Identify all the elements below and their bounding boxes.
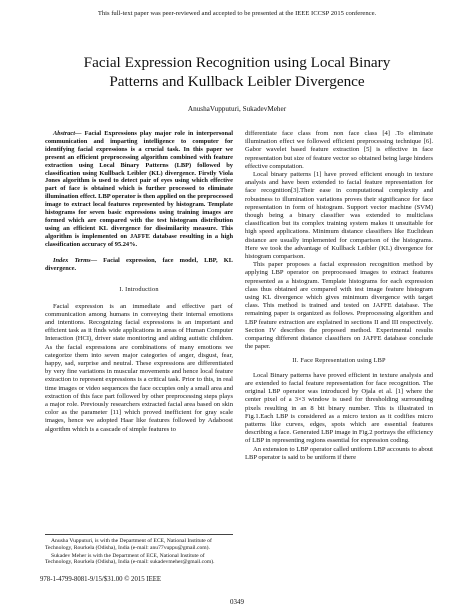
lbp-paragraph-2: An extension to LBP operator called uniform LBP accounts to about LBP operator is said to be uniform if there <box>245 445 433 461</box>
peer-review-notice: This full-text paper was peer-reviewed and accepted to be presented at the IEEE ICCSP 2015 conference. <box>97 10 377 17</box>
abstract <box>45 130 233 249</box>
section-heading-face-representation: II. Face Representation using LBP <box>292 357 386 365</box>
abstract-text: — Facial Expressions play major role in interpersonal communication and imparting intelligence to computer for identifying facial expressions is a crucial task. In this paper we present an efficient preprocessing algorithm combined with feature extraction using Local Binary Patterns (LBP) followed by classification using Kullback Leibler (KL) divergence. Firstly Viola Jones algorithm is used to detect pair of eyes using which effective part of face is obtained which is further processed to eliminate illumination effect. LBP operator is then applied on the preprocessed image to extract local features represented by histogram. Template histograms for seven basic expressions using training images are formed which are compared with the test histogram distribution using an efficient KL divergence for dissimilarity measure. This algorithm is implemented on JAFFE database resulting in a high classification accuracy of 95.24%. <box>45 130 233 248</box>
title-line-1: Facial Expression Recognition using Local Binary <box>83 54 391 71</box>
index-terms-label: Index Terms <box>53 256 91 264</box>
abstract-label: Abstract <box>53 130 76 137</box>
right-paragraph-lbp-background: Local binary patterns [1] have proved efficient enough in texture analysis and have been extended to facial feature representation for face recognition[3].Their ease in computational complexity and robustness to illumination variations proves their significance for face representation in form of histogram. Support vector machine (SVM) though being a binary classifier was extended to multiclass classification but its complex training system makes it unsuitable for high speed applications. Minimum distance classifiers like Euclidean distance are usually implemented for comparison of the histograms. Here we took the advantage of Kullback Leibler (KL) divergence for histogram comparison. <box>245 171 433 261</box>
right-column <box>245 130 433 462</box>
right-paragraph-proposal: This paper proposes a facial expression recognition method by applying LBP operator on preprocessed images to extract features represented as a histogram. Template histograms for each expression class thus obtained are compared with test image feature histogram using KL divergence which gives minimum divergence with target class. This method is trained and tested on JAFFE database. The remaining paper is organized as follows. Preprocessing algorithm and LBP feature extraction are explained in sections II and III respectively. Section IV describes the proposed method. Experimental results comparing different distance classifiers on JAFFE database conclude the paper. <box>245 261 433 351</box>
paper-title <box>40 53 434 91</box>
isbn-copyright: 978-1-4799-8081-9/15/$31.00 © 2015 IEEE <box>40 576 162 583</box>
author-footnote <box>45 534 233 567</box>
intro-paragraph: Facial expression is an immediate and effective part of communication among humans in conveying their internal emotions and intentions. Recognizing facial expressions is an important and efficient task as it finds wide applications in areas of Human Computer Interaction (HCI), driver state monitoring and aiding autistic children. As the facial expressions are combinations of many emotions we categorize them into seven major categories of anger, disgust, fear, happy, sad, surprise and neutral. These expressions are differentiated by very fine variations in muscular movements and hence local feature extraction to represent expressions is a critical task. Prior to this, in real time images or video sequences the face occupies only a small area and extraction of this face part followed by other preprocessing steps plays a major role. Previously researchers extracted facial area based on skin color as the parameter [11] which proved inefficient for gray scale images, hence we adopted Haar like features followed by Adaboost algorithm which is a cascade of simple features to <box>45 302 233 433</box>
title-line-2: Patterns and Kullback Leibler Divergence <box>109 73 365 90</box>
index-terms <box>45 257 233 273</box>
section-heading-introduction: I. Introduction <box>119 286 159 294</box>
lbp-paragraph-1: Local Binary patterns have proved efficient in texture analysis and are extended to facial feature representation for face recognition. The original LBP operator was introduced by Ojala et al. [1] where the center pixel of a 3×3 window is used for thresholding surrounding pixels resulting in an 8 bit binary number. This is illustrated in Fig.1.Each LBP is considered as a micro texton as it codifies micro patterns like curves, edges, spots which are essential features describing a face. Generated LBP image in Fig.2 portrays the efficiency of LBP in representing regions essential for expression coding. <box>245 371 433 445</box>
author-list: AnushaVupputuri, SukadevMeher <box>187 105 287 113</box>
footnote-author-2: Sukadev Meher is with the Department of ECE, National Institute of Technology, Rourkela (Odisha), India (e-mail: sukadevmeher@gmail.com). <box>45 552 215 566</box>
right-paragraph-continued: differentiate face class from non face class [4] .To eliminate illumination effect we followed efficient preprocessing technique [6]. Gabor wavelet based feature extraction [5] is effective in face representation but size of feature vector so obtained being large hinders effective computation. <box>245 130 433 170</box>
index-terms-text: — Facial expression, face model, LBP, KL divergence. <box>45 256 233 272</box>
left-column <box>45 130 233 434</box>
page-number: 0349 <box>230 598 244 606</box>
footnote-author-1: Anusha Vupputuri, is with the Department of ECE, National Institute of Technology, Rourkela (Odisha), India (e-mail: anu77vuppu@gmail.com). <box>45 538 212 551</box>
